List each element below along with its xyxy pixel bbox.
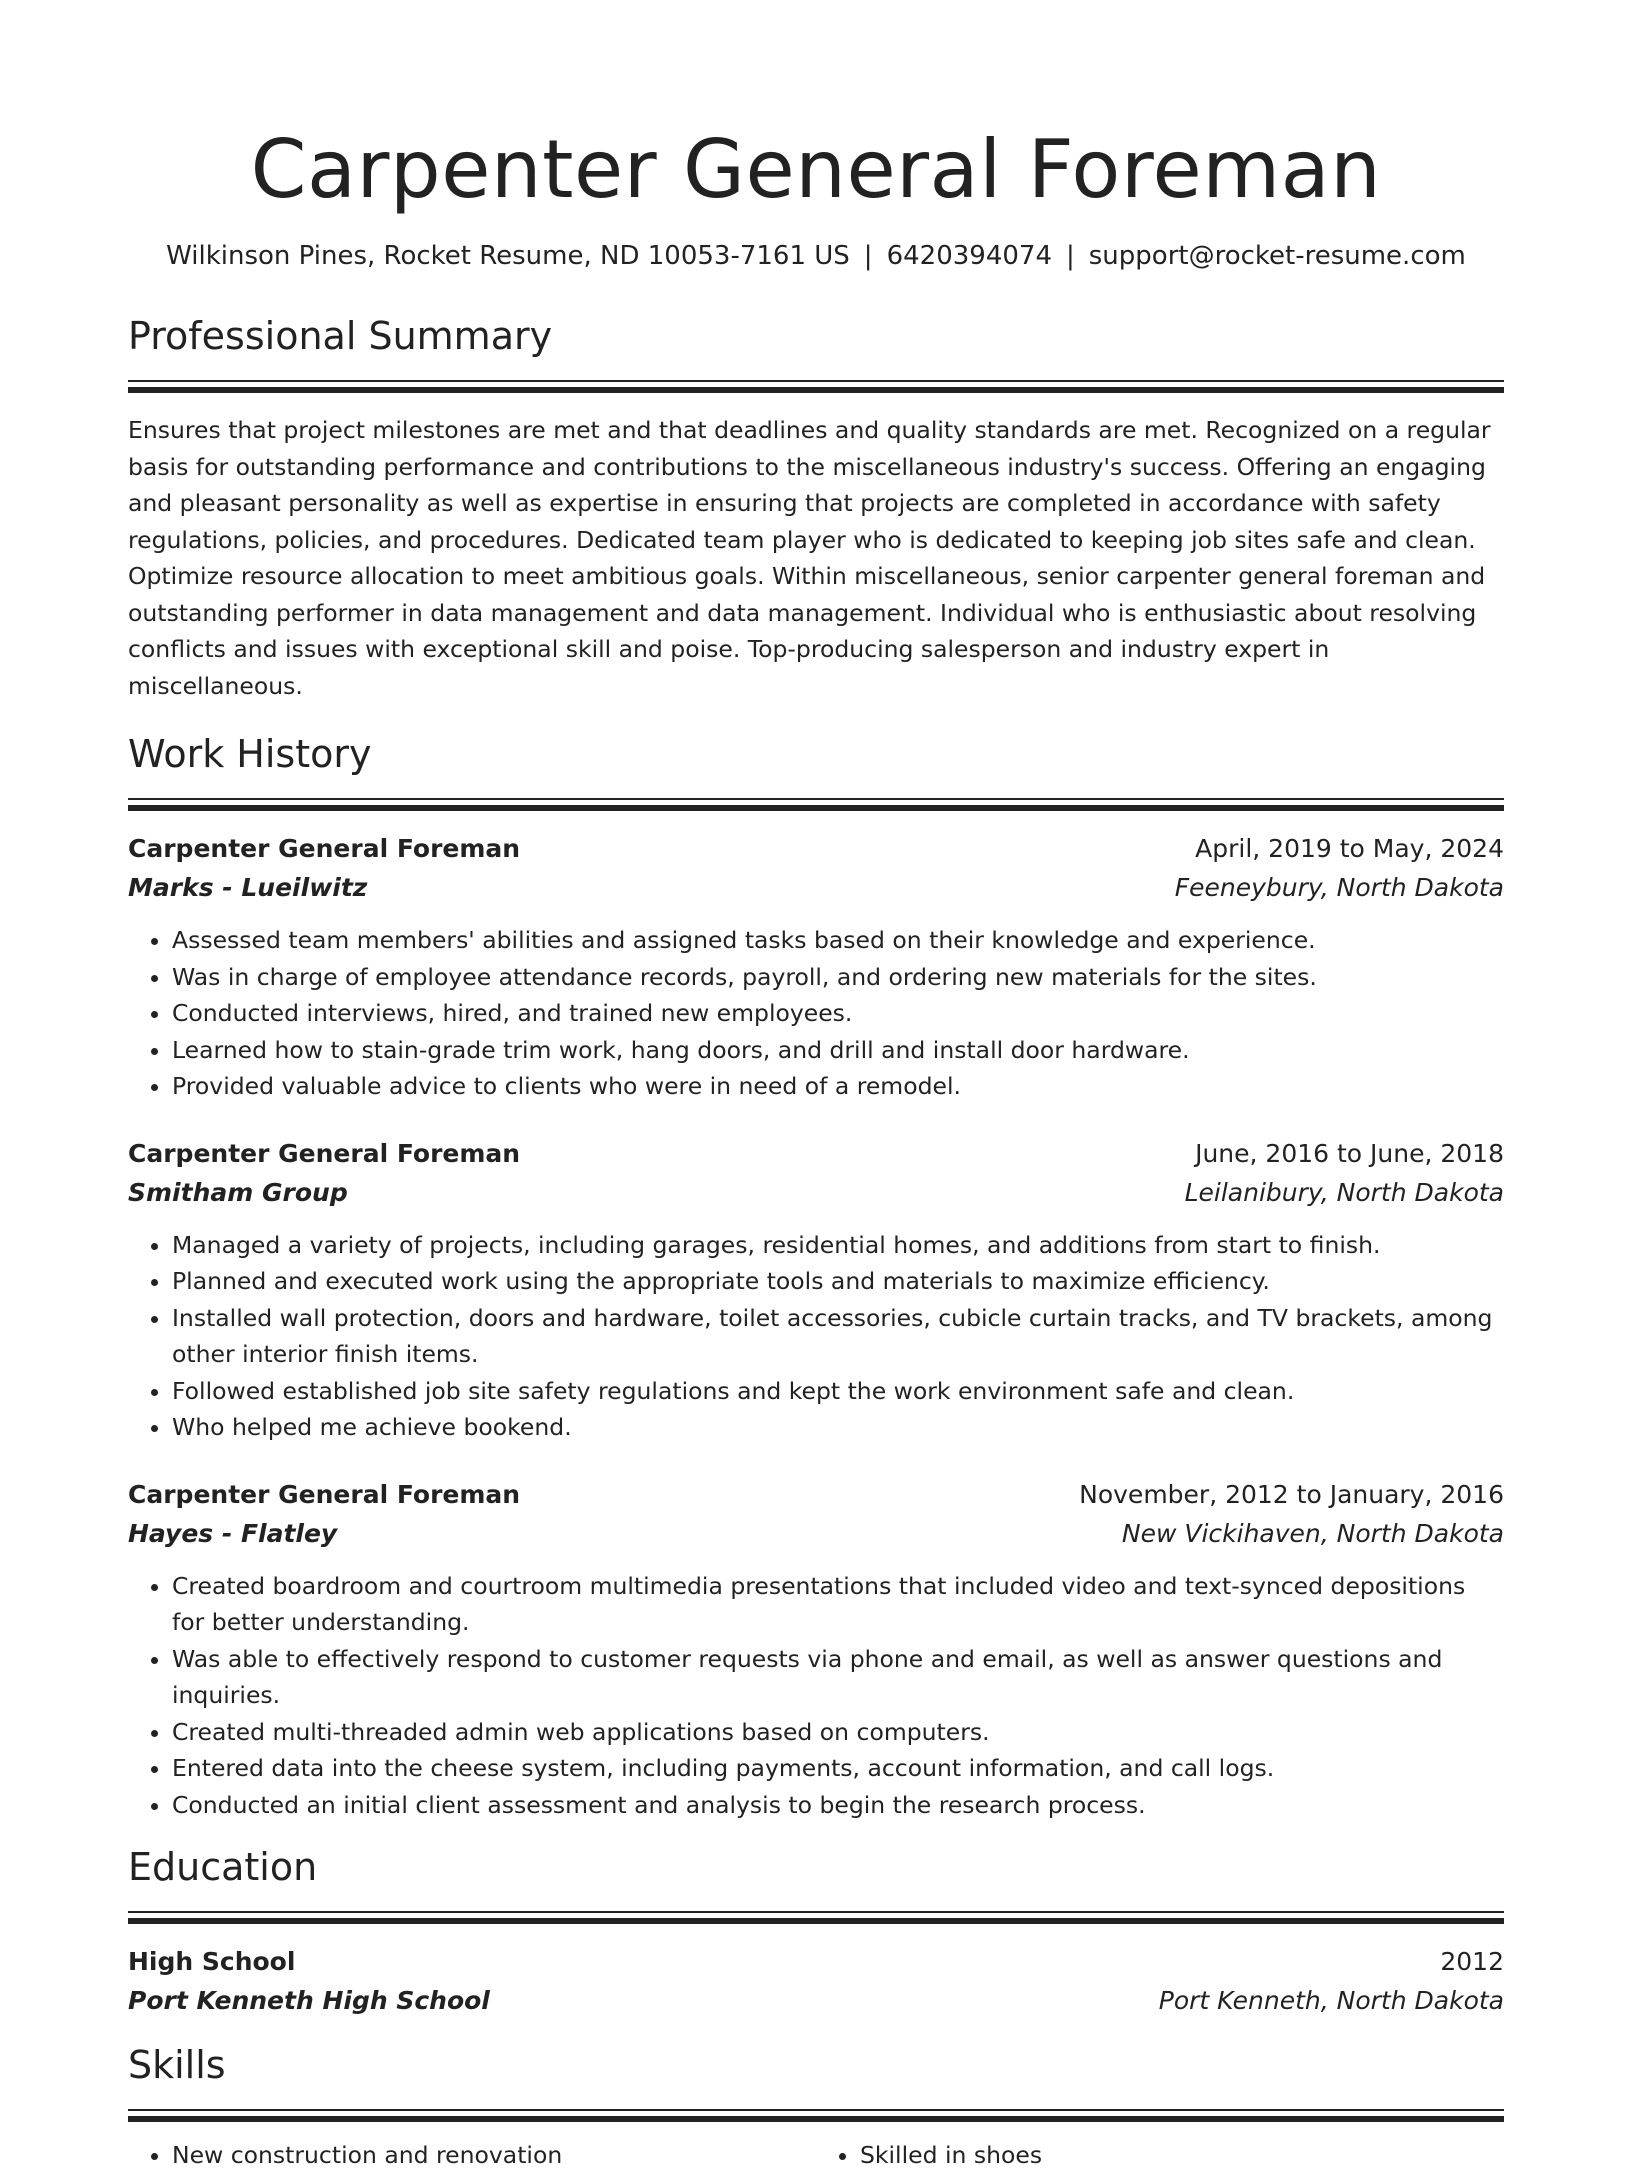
job-company-row [128, 868, 1504, 908]
job-title: Carpenter General Foreman [128, 1138, 521, 1168]
job-bullets [128, 1568, 1504, 1824]
education-school-row [128, 1981, 1504, 2021]
section-divider [128, 2109, 1504, 2123]
contact-line [128, 238, 1504, 274]
education-header-row [128, 1943, 1504, 1981]
skill-item: • Skilled in shoes [860, 2137, 1504, 2174]
job-entry [128, 830, 1504, 1105]
job-header-row [128, 830, 1504, 868]
job-location: Feeneybury, North Dakota [1174, 873, 1504, 902]
job-company: Smitham Group [128, 1177, 348, 1207]
job-bullet: • Entered data into the cheese system, including payments, account information, and call logs. [172, 1750, 1504, 1787]
skills-section [128, 2041, 1504, 2174]
job-entry [128, 1476, 1504, 1824]
section-title-work: Work History [128, 732, 372, 776]
section-divider [128, 1911, 1504, 1925]
job-bullet: • Created multi-threaded admin web applications based on computers. [172, 1714, 1504, 1751]
job-bullet: • Followed established job site safety regulations and kept the work environment safe and clean. [172, 1373, 1504, 1410]
job-dates: November, 2012 to January, 2016 [1079, 1479, 1504, 1509]
summary-text: Ensures that project milestones are met and that deadlines and quality standards are met. Recognized on a regular basis for outstanding performance and contributions to the miscellaneous industry's success. Offering an engaging and pleasant personality as well as expertise in ensuring that projects are completed in accordance with safety regulations, policies, and procedures. Dedicated team player who is dedicated to keeping job sites safe and clean. Optimize resource allocation to meet ambitious goals. Within miscellaneous, senior carpenter general foreman and outstanding performer in data management and data management. Individual who is enthusiastic about resolving conflicts and issues with exceptional skill and poise. Top-producing salesperson and industry expert in miscellaneous. [128, 416, 1491, 700]
contact-email: support@rocket-resume.com [1088, 241, 1466, 271]
education-entry [128, 1943, 1504, 2021]
section-title-education: Education [128, 1845, 318, 1889]
summary-section [128, 312, 1504, 704]
job-dates: April, 2019 to May, 2024 [1195, 834, 1504, 863]
job-company-row [128, 1173, 1504, 1213]
job-bullets [128, 1227, 1504, 1446]
job-bullet: • Who helped me achieve bookend. [172, 1409, 1504, 1446]
job-location: Leilanibury, North Dakota [1184, 1177, 1504, 1207]
contact-separator: | [863, 241, 873, 271]
section-title-skills: Skills [128, 2043, 226, 2087]
education-section [128, 1843, 1504, 2021]
job-bullet: • Assessed team members' abilities and assigned tasks based on their knowledge and experience. [172, 922, 1504, 959]
contact-separator: | [1065, 241, 1075, 271]
candidate-name: Carpenter General Foreman [250, 123, 1382, 216]
job-header-row [128, 1135, 1504, 1173]
job-entry [128, 1135, 1504, 1446]
section-title-summary: Professional Summary [128, 314, 553, 358]
skills-column-left [128, 2137, 816, 2174]
job-dates: June, 2016 to June, 2018 [1195, 1138, 1504, 1168]
skills-grid [128, 2137, 1504, 2174]
education-year: 2012 [1440, 1947, 1504, 1976]
job-bullet: • Conducted interviews, hired, and trained new employees. [172, 995, 1504, 1032]
education-school: Port Kenneth High School [128, 1986, 490, 2015]
job-bullet: • Created boardroom and courtroom multimedia presentations that included video and text-synced depositions for better understanding. [172, 1568, 1504, 1641]
section-divider [128, 380, 1504, 394]
section-divider [128, 798, 1504, 812]
job-bullet: • Was in charge of employee attendance records, payroll, and ordering new materials for the sites. [172, 959, 1504, 996]
job-company: Hayes - Flatley [128, 1518, 338, 1548]
job-title: Carpenter General Foreman [128, 1479, 521, 1509]
job-location: New Vickihaven, North Dakota [1121, 1518, 1504, 1548]
education-degree: High School [128, 1947, 296, 1976]
job-bullet: • Managed a variety of projects, including garages, residential homes, and additions from start to finish. [172, 1227, 1504, 1264]
job-company-row [128, 1514, 1504, 1554]
skill-item: • New construction and renovation [172, 2137, 816, 2174]
work-history-section [128, 730, 1504, 1823]
skills-column-right [816, 2137, 1504, 2174]
contact-address: Wilkinson Pines, Rocket Resume, ND 10053-7161 US [166, 241, 850, 271]
job-company: Marks - Lueilwitz [128, 873, 368, 902]
job-bullet: • Provided valuable advice to clients who were in need of a remodel. [172, 1068, 1504, 1105]
job-bullet: • Was able to effectively respond to customer requests via phone and email, as well as answer questions and inquiries. [172, 1641, 1504, 1714]
job-bullet: • Planned and executed work using the appropriate tools and materials to maximize efficiency. [172, 1263, 1504, 1300]
job-title: Carpenter General Foreman [128, 834, 521, 863]
education-location: Port Kenneth, North Dakota [1158, 1986, 1504, 2015]
job-bullet: • Installed wall protection, doors and hardware, toilet accessories, cubicle curtain tracks, and TV brackets, among other interior finish items. [172, 1300, 1504, 1373]
contact-phone: 6420394074 [886, 241, 1052, 271]
job-header-row [128, 1476, 1504, 1514]
job-bullets [128, 922, 1504, 1105]
job-bullet: • Learned how to stain-grade trim work, hang doors, and drill and install door hardware. [172, 1032, 1504, 1069]
job-bullet: • Conducted an initial client assessment and analysis to begin the research process. [172, 1787, 1504, 1824]
